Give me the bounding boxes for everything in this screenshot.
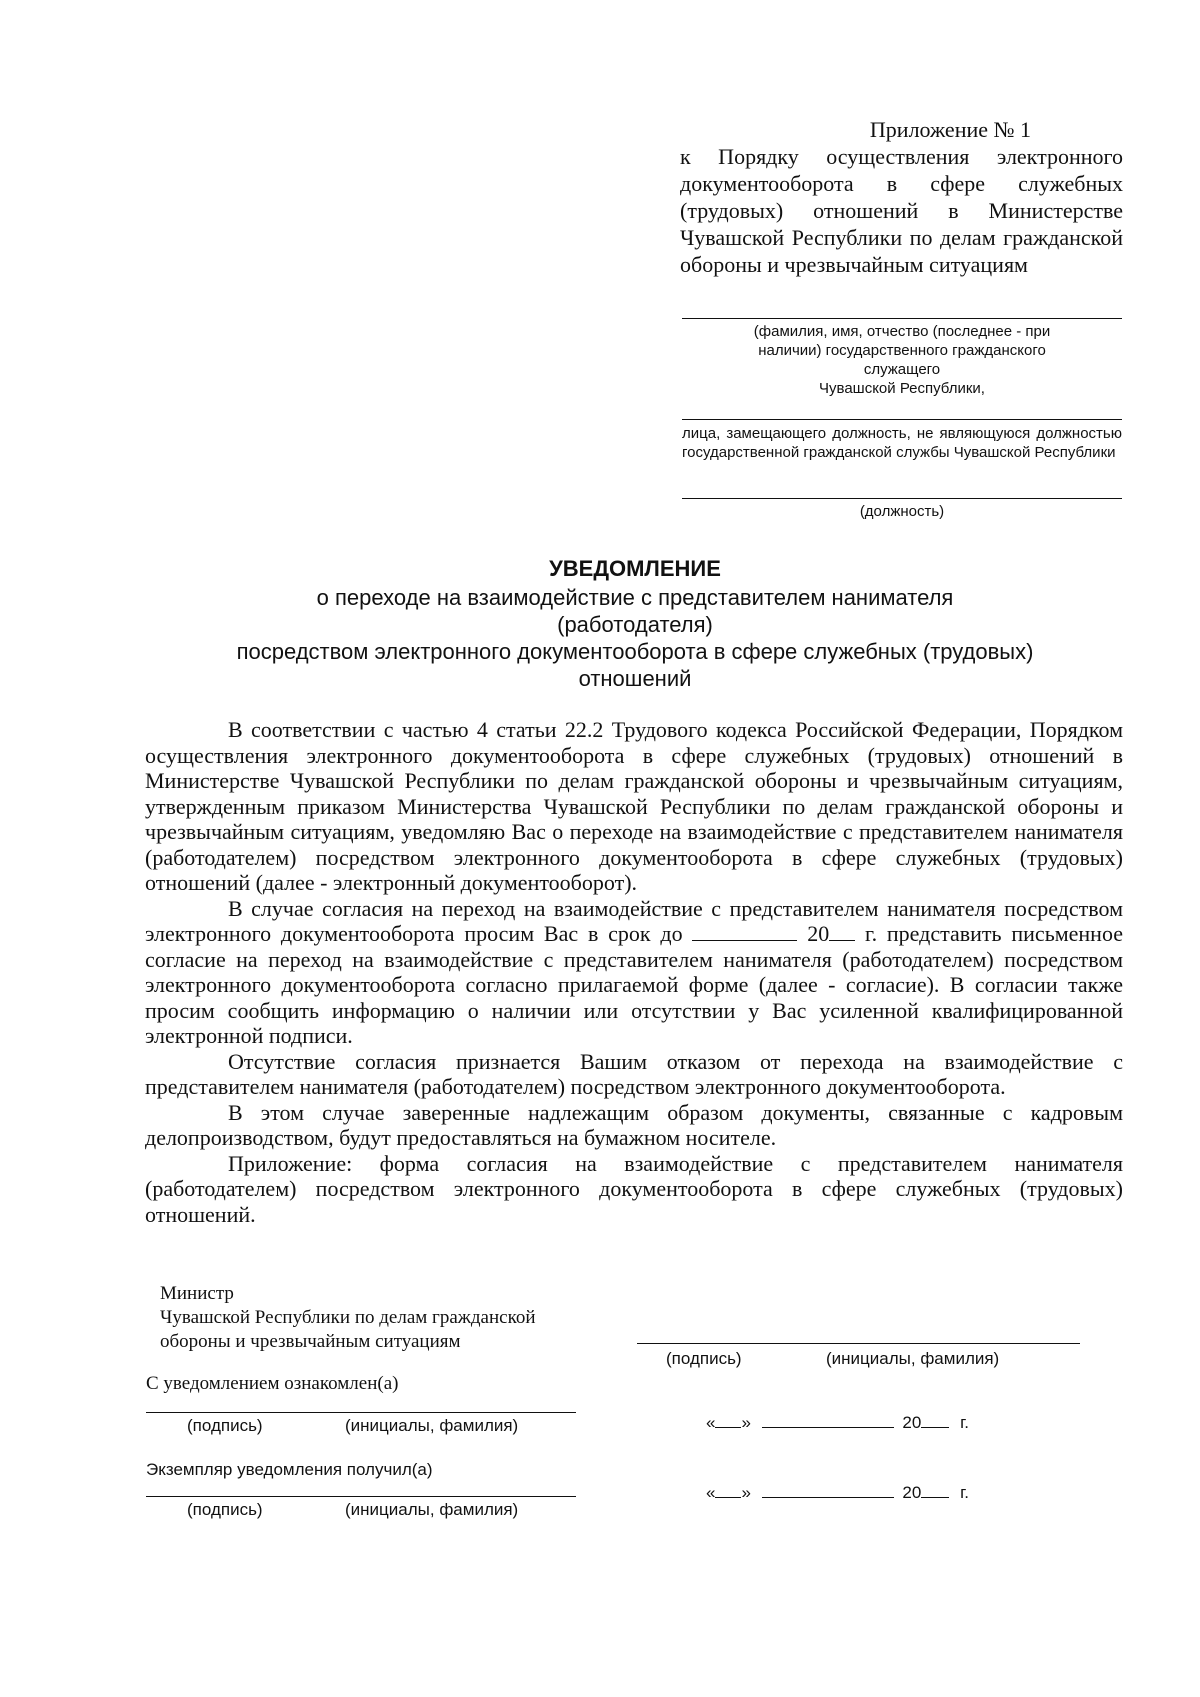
name-caption: (фамилия, имя, отчество (последнее - при наличии) государственного гражданского служащего Чувашской Республики,	[753, 323, 1051, 397]
position-caption: (должность)	[859, 503, 945, 520]
acquainted-date: « » 20 г.	[706, 1410, 969, 1433]
minister-signature-caption: (подпись)	[666, 1349, 742, 1368]
appendix-header	[680, 116, 1123, 278]
paragraph-5: Приложение: форма согласия на взаимодействие с представителем нанимателя (работодателем) посредством электронного документооборота в сфере служебных (трудовых) отношений.	[145, 1150, 1123, 1227]
acquainted-year-blank[interactable]	[921, 1410, 949, 1428]
appendix-text: к Порядку осуществления электронного документооборота в сфере служебных (трудовых) отношений в Министерстве Чувашской Республики по делам гражданской обороны и чрезвычайным ситуациям	[680, 144, 1123, 277]
received-month-blank[interactable]	[762, 1480, 894, 1498]
person-line	[682, 419, 1122, 420]
paragraph-2: В случае согласия на переход на взаимодействие с представителем нанимателя посредством электронного документооборота просим Вас в срок до 20 г. представить письменное согласие на переход на взаимодействие с представителем нанимателя (работодателем) посредством электронного документооборота согласно прилагаемой форме (далее - согласие). В согласии также просим сообщить информацию о наличии или отсутствии у Вас усиленной квалифицированной электронной подписи.	[145, 895, 1123, 1048]
heading-line-3: посредством электронного документооборота в сфере служебных (трудовых)	[236, 639, 1034, 664]
minister-block: Министр Чувашской Республики по делам гражданской обороны и чрезвычайным ситуациям	[160, 1283, 536, 1352]
acquainted-label: С уведомлением ознакомлен(а)	[146, 1373, 399, 1394]
deadline-year-blank[interactable]	[829, 921, 855, 941]
acquainted-signature-caption: (подпись)	[187, 1416, 263, 1435]
person-caption: лица, замещающего должность, не являющуюся должностью государственной гражданской службы Чувашской Республики	[682, 425, 1122, 461]
notice-body	[145, 717, 1123, 1227]
deadline-date-blank[interactable]	[692, 921, 797, 941]
heading-line-1: о переходе на взаимодействие с представителем нанимателя	[316, 585, 954, 610]
appendix-title: Приложение № 1	[869, 117, 1031, 142]
paragraph-1: В соответствии с частью 4 статьи 22.2 Трудового кодекса Российской Федерации, Порядком осуществления электронного документооборота в сфере служебных (трудовых) отношений в Министерстве Чувашской Республики по делам гражданской обороны и чрезвычайным ситуациям, утвержденным приказом Министерства Чувашской Республики по делам гражданской обороны и чрезвычайным ситуациям, уведомляю Вас о переходе на взаимодействие с представителем нанимателя (работодателем) посредством электронного документооборота в сфере служебных (трудовых) отношений (далее - электронный документооборот).	[145, 717, 1123, 895]
received-date: « » 20 г.	[706, 1480, 969, 1503]
name-line	[682, 318, 1122, 319]
heading-line-2: (работодателя)	[557, 612, 713, 637]
acquainted-initials-caption: (инициалы, фамилия)	[345, 1416, 519, 1435]
document-heading	[200, 554, 1070, 692]
heading-line-4: отношений	[578, 666, 692, 691]
received-signature-caption: (подпись)	[187, 1500, 263, 1519]
received-initials-caption: (инициалы, фамилия)	[345, 1500, 519, 1519]
received-year-blank[interactable]	[921, 1480, 949, 1498]
document-title: УВЕДОМЛЕНИЕ	[549, 556, 721, 581]
received-signature-line[interactable]	[146, 1496, 576, 1497]
minister-initials-caption: (инициалы, фамилия)	[826, 1349, 1000, 1368]
paragraph-4: В этом случае заверенные надлежащим образом документы, связанные с кадровым делопроизводством, будут предоставляться на бумажном носителе.	[145, 1099, 1123, 1150]
received-label: Экземпляр уведомления получил(а)	[146, 1460, 433, 1479]
acquainted-signature-line[interactable]	[146, 1412, 576, 1413]
acquainted-day-blank[interactable]	[715, 1410, 741, 1428]
position-line	[682, 498, 1122, 499]
acquainted-month-blank[interactable]	[762, 1410, 894, 1428]
paragraph-3: Отсутствие согласия признается Вашим отказом от перехода на взаимодействие с представителем нанимателя (работодателем) посредством электронного документооборота.	[145, 1048, 1123, 1099]
minister-signature-line[interactable]	[637, 1343, 1080, 1344]
received-day-blank[interactable]	[715, 1480, 741, 1498]
